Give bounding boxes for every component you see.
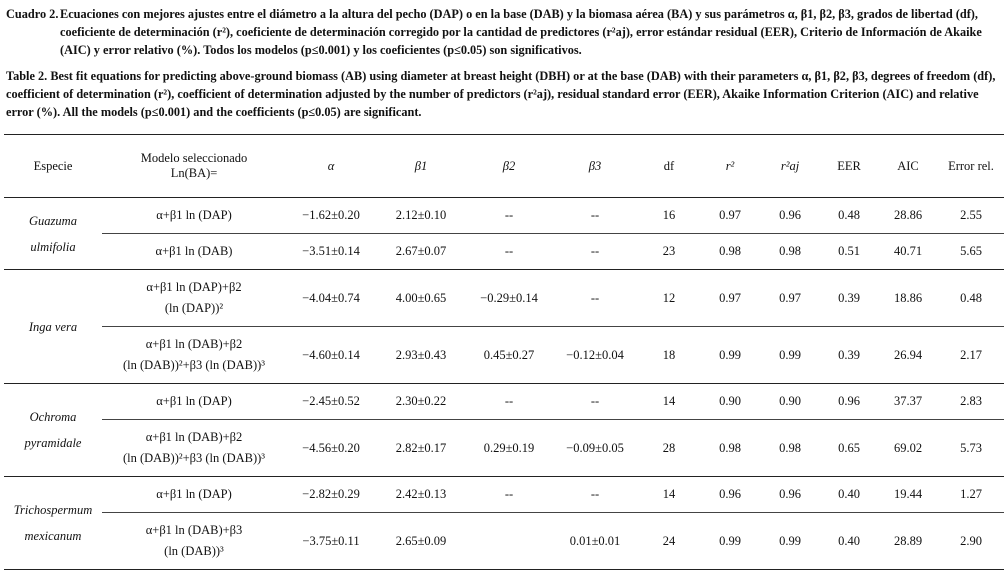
model-line2: (ln (DAB))²+β3 (ln (DAB))³: [122, 451, 266, 465]
caption-spanish-label: Cuadro 2.: [6, 7, 59, 21]
table-row: [4, 384, 1004, 420]
beta2-cell: 0.29±0.19: [466, 420, 552, 477]
model-cell: [102, 420, 286, 477]
species-name-line1: Inga vera: [28, 319, 78, 334]
eer-cell: 0.39: [820, 270, 878, 327]
df-cell: 23: [638, 234, 700, 270]
table-row: [4, 234, 1004, 270]
header-model-line1: Modelo seleccionado: [140, 151, 248, 165]
alpha-cell: −4.56±0.20: [286, 420, 376, 477]
table-row: [4, 513, 1004, 570]
table-row: [4, 477, 1004, 513]
beta1-cell: 4.00±0.65: [376, 270, 466, 327]
model-cell: [102, 327, 286, 384]
caption-spanish-text: Ecuaciones con mejores ajustes entre el diámetro a la altura del pecho (DAP) o en la base (DAB) y la biomasa aérea (BA) y sus parámetros α, β1, β2, β3, grados de libertad (df), coeficiente de determinación (r²), coeficiente de determinación corregido por la cantidad de predictores (r²aj), error estándar residual (EER), Criterio de Información de Akaike (AIC) y error relativo (%). Todos los modelos (p≤0.001) y los coeficientes (p≤0.05) son significativos.: [60, 7, 982, 57]
model-cell: [102, 384, 286, 420]
species-cell: [4, 477, 102, 570]
caption-english-body: [6, 67, 1002, 121]
header-model: [102, 135, 286, 198]
beta2-cell: [466, 513, 552, 570]
beta2-cell: --: [466, 198, 552, 234]
header-beta1: β1: [376, 135, 466, 198]
r2-cell: 0.97: [700, 270, 760, 327]
header-r2aj: r²aj: [760, 135, 820, 198]
table-row: [4, 270, 1004, 327]
header-beta2: β2: [466, 135, 552, 198]
header-error: Error rel.: [938, 135, 1004, 198]
beta3-cell: --: [552, 198, 638, 234]
beta1-cell: 2.82±0.17: [376, 420, 466, 477]
caption-english-text: Best fit equations for predicting above-ground biomass (AB) using diameter at breast height (DBH) or at the base (DAB) with their parameters α, β1, β2, β3, degrees of freedom (df), coefficient of determination (r²), coefficient of determination adjusted by the number of predictors (r²aj), residual standard error (EER), Akaike Information Criterion (AIC) and relative error (%). All the models (p≤0.001) and the coefficients (p≤0.05) are significant.: [6, 69, 996, 119]
eer-cell: 0.40: [820, 477, 878, 513]
results-table: [4, 135, 1004, 570]
model-line1: α+β1 ln (DAB)+β3: [145, 523, 243, 537]
beta1-cell: 2.30±0.22: [376, 384, 466, 420]
aic-cell: 37.37: [878, 384, 938, 420]
header-model-line2: Ln(BA)=: [170, 166, 218, 180]
header-eer: EER: [820, 135, 878, 198]
r2-cell: 0.98: [700, 234, 760, 270]
table-row: [4, 198, 1004, 234]
model-line1: α+β1 ln (DAP): [156, 208, 232, 222]
r2-cell: 0.97: [700, 198, 760, 234]
beta2-cell: --: [466, 477, 552, 513]
error-cell: 2.83: [938, 384, 1004, 420]
aic-cell: 19.44: [878, 477, 938, 513]
r2-cell: 0.99: [700, 327, 760, 384]
error-cell: 5.73: [938, 420, 1004, 477]
species-cell: [4, 384, 102, 477]
header-aic: AIC: [878, 135, 938, 198]
model-line2: (ln (DAB))²+β3 (ln (DAB))³: [122, 358, 266, 372]
beta1-cell: 2.12±0.10: [376, 198, 466, 234]
header-alpha: α: [286, 135, 376, 198]
eer-cell: 0.96: [820, 384, 878, 420]
beta3-cell: −0.12±0.04: [552, 327, 638, 384]
beta1-cell: 2.65±0.09: [376, 513, 466, 570]
beta2-cell: −0.29±0.14: [466, 270, 552, 327]
aic-cell: 26.94: [878, 327, 938, 384]
r2aj-cell: 0.90: [760, 384, 820, 420]
beta1-cell: 2.42±0.13: [376, 477, 466, 513]
alpha-cell: −2.45±0.52: [286, 384, 376, 420]
table-row: [4, 327, 1004, 384]
species-name-line1: Ochroma: [29, 410, 77, 424]
error-cell: 2.17: [938, 327, 1004, 384]
beta3-cell: −0.09±0.05: [552, 420, 638, 477]
model-line1: α+β1 ln (DAP): [156, 487, 232, 501]
r2aj-cell: 0.96: [760, 198, 820, 234]
r2-cell: 0.99: [700, 513, 760, 570]
r2aj-cell: 0.99: [760, 327, 820, 384]
beta1-cell: 2.93±0.43: [376, 327, 466, 384]
caption-spanish: [6, 5, 1002, 59]
model-line2: (ln (DAP))²: [164, 301, 224, 315]
header-r2: r²: [700, 135, 760, 198]
model-line1: α+β1 ln (DAB)+β2: [145, 430, 243, 444]
model-cell: [102, 270, 286, 327]
beta3-cell: --: [552, 270, 638, 327]
species-cell: [4, 270, 102, 384]
df-cell: 28: [638, 420, 700, 477]
header-species: Especie: [4, 135, 102, 198]
header-df: df: [638, 135, 700, 198]
df-cell: 16: [638, 198, 700, 234]
beta3-cell: --: [552, 477, 638, 513]
beta1-cell: 2.67±0.07: [376, 234, 466, 270]
model-cell: [102, 234, 286, 270]
beta2-cell: --: [466, 234, 552, 270]
error-cell: 5.65: [938, 234, 1004, 270]
beta3-cell: --: [552, 234, 638, 270]
eer-cell: 0.40: [820, 513, 878, 570]
model-line1: α+β1 ln (DAP): [156, 394, 232, 408]
table-header-row: [4, 135, 1004, 198]
eer-cell: 0.51: [820, 234, 878, 270]
eer-cell: 0.39: [820, 327, 878, 384]
model-cell: [102, 477, 286, 513]
species-cell: [4, 198, 102, 270]
beta3-cell: 0.01±0.01: [552, 513, 638, 570]
error-cell: 2.55: [938, 198, 1004, 234]
aic-cell: 18.86: [878, 270, 938, 327]
r2aj-cell: 0.98: [760, 420, 820, 477]
species-name-line2: pyramidale: [24, 436, 82, 450]
model-cell: [102, 513, 286, 570]
model-cell: [102, 198, 286, 234]
caption-english-label: Table 2.: [6, 69, 48, 83]
error-cell: 0.48: [938, 270, 1004, 327]
alpha-cell: −4.04±0.74: [286, 270, 376, 327]
eer-cell: 0.65: [820, 420, 878, 477]
model-line1: α+β1 ln (DAB): [155, 244, 233, 258]
species-name-line2: mexicanum: [24, 529, 82, 543]
model-line1: α+β1 ln (DAP)+β2: [146, 280, 242, 294]
df-cell: 24: [638, 513, 700, 570]
df-cell: 12: [638, 270, 700, 327]
df-cell: 18: [638, 327, 700, 384]
r2aj-cell: 0.97: [760, 270, 820, 327]
r2aj-cell: 0.99: [760, 513, 820, 570]
caption-english: [6, 67, 1002, 121]
alpha-cell: −3.51±0.14: [286, 234, 376, 270]
model-line1: α+β1 ln (DAB)+β2: [145, 337, 243, 351]
species-name-line2: ulmifolia: [30, 239, 76, 254]
eer-cell: 0.48: [820, 198, 878, 234]
table-row: [4, 420, 1004, 477]
header-beta3: β3: [552, 135, 638, 198]
species-name-line1: Trichospermum: [13, 503, 93, 517]
species-name-line1: Guazuma: [29, 213, 77, 228]
r2-cell: 0.98: [700, 420, 760, 477]
aic-cell: 28.86: [878, 198, 938, 234]
aic-cell: 28.89: [878, 513, 938, 570]
error-cell: 2.90: [938, 513, 1004, 570]
df-cell: 14: [638, 384, 700, 420]
r2aj-cell: 0.98: [760, 234, 820, 270]
beta2-cell: 0.45±0.27: [466, 327, 552, 384]
aic-cell: 40.71: [878, 234, 938, 270]
aic-cell: 69.02: [878, 420, 938, 477]
r2-cell: 0.96: [700, 477, 760, 513]
beta2-cell: --: [466, 384, 552, 420]
model-line2: (ln (DAB))³: [164, 544, 224, 558]
alpha-cell: −1.62±0.20: [286, 198, 376, 234]
error-cell: 1.27: [938, 477, 1004, 513]
df-cell: 14: [638, 477, 700, 513]
alpha-cell: −4.60±0.14: [286, 327, 376, 384]
alpha-cell: −2.82±0.29: [286, 477, 376, 513]
beta3-cell: --: [552, 384, 638, 420]
r2-cell: 0.90: [700, 384, 760, 420]
r2aj-cell: 0.96: [760, 477, 820, 513]
alpha-cell: −3.75±0.11: [286, 513, 376, 570]
